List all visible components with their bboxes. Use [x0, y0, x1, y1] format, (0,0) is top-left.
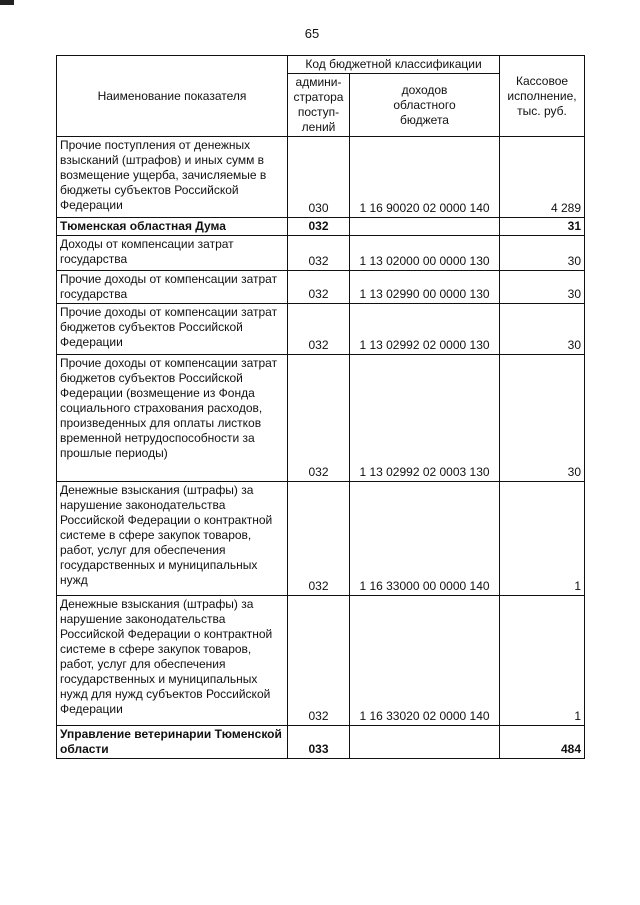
- header-name: Наименование показателя: [57, 56, 288, 137]
- row-admin-code: 032: [288, 596, 350, 726]
- row-name: Денежные взыскания (штрафы) за нарушение законодательства Российской Федерации о контрактной системе в сфере закупок товаров, работ, услуг для обеспечения государственных и муниципальных нужд: [57, 482, 288, 596]
- table-row: [57, 271, 585, 304]
- row-name: Денежные взыскания (штрафы) за нарушение законодательства Российской Федерации о контрактной системе в сфере закупок товаров, работ, услуг для обеспечения государственных и муниципальных нужд для нужд субъектов Российской Федерации: [57, 596, 288, 726]
- row-income-code: 1 16 33020 02 0000 140: [350, 596, 500, 726]
- scan-corner-mark: [0, 0, 14, 5]
- row-name: Управление ветеринарии Тюменской области: [57, 726, 288, 759]
- row-amount: 31: [500, 218, 585, 236]
- row-name: Прочие доходы от компенсации затрат бюджетов субъектов Российской Федерации (возмещение из Фонда социального страхования расходов, произведенных для оплаты листков временной нетрудоспособности за прошлые периоды): [57, 355, 288, 482]
- table-row: [57, 137, 585, 218]
- table-row: [57, 596, 585, 726]
- row-amount: 30: [500, 304, 585, 355]
- row-admin-code: 033: [288, 726, 350, 759]
- row-admin-code: 030: [288, 137, 350, 218]
- row-admin-code: 032: [288, 355, 350, 482]
- row-admin-code: 032: [288, 271, 350, 304]
- row-admin-code: 032: [288, 236, 350, 271]
- row-name: Доходы от компенсации затрат государства: [57, 236, 288, 271]
- page-number: 65: [304, 26, 320, 41]
- row-amount: 30: [500, 236, 585, 271]
- row-income-code: [350, 218, 500, 236]
- row-admin-code: 032: [288, 304, 350, 355]
- row-name: Прочие доходы от компенсации затрат государства: [57, 271, 288, 304]
- table-row: [57, 236, 585, 271]
- row-amount: 30: [500, 271, 585, 304]
- row-name: Прочие доходы от компенсации затрат бюджетов субъектов Российской Федерации: [57, 304, 288, 355]
- header-classification-group: Код бюджетной классификации: [288, 56, 500, 74]
- table-row: [57, 482, 585, 596]
- row-income-code: 1 13 02000 00 0000 130: [350, 236, 500, 271]
- table-row: [57, 726, 585, 759]
- row-income-code: 1 16 33000 00 0000 140: [350, 482, 500, 596]
- header-row-group: [57, 56, 585, 74]
- row-income-code: 1 13 02992 02 0000 130: [350, 304, 500, 355]
- row-amount: 484: [500, 726, 585, 759]
- header-amount: Кассовое исполнение, тыс. руб.: [500, 56, 585, 137]
- row-income-code: [350, 726, 500, 759]
- table-row: [57, 304, 585, 355]
- row-amount: 4 289: [500, 137, 585, 218]
- row-amount: 1: [500, 482, 585, 596]
- table-row: [57, 218, 585, 236]
- header-income: доходов областного бюджета: [350, 74, 500, 137]
- budget-table: [56, 55, 585, 759]
- row-amount: 1: [500, 596, 585, 726]
- row-name: Тюменская областная Дума: [57, 218, 288, 236]
- row-income-code: 1 16 90020 02 0000 140: [350, 137, 500, 218]
- row-amount: 30: [500, 355, 585, 482]
- row-income-code: 1 13 02990 00 0000 130: [350, 271, 500, 304]
- row-admin-code: 032: [288, 482, 350, 596]
- row-income-code: 1 13 02992 02 0003 130: [350, 355, 500, 482]
- header-admin: админи- стратора поступ- лений: [288, 74, 350, 137]
- row-admin-code: 032: [288, 218, 350, 236]
- table-row: [57, 355, 585, 482]
- row-name: Прочие поступления от денежных взысканий (штрафов) и иных сумм в возмещение ущерба, зачисляемые в бюджеты субъектов Российской Федерации: [57, 137, 288, 218]
